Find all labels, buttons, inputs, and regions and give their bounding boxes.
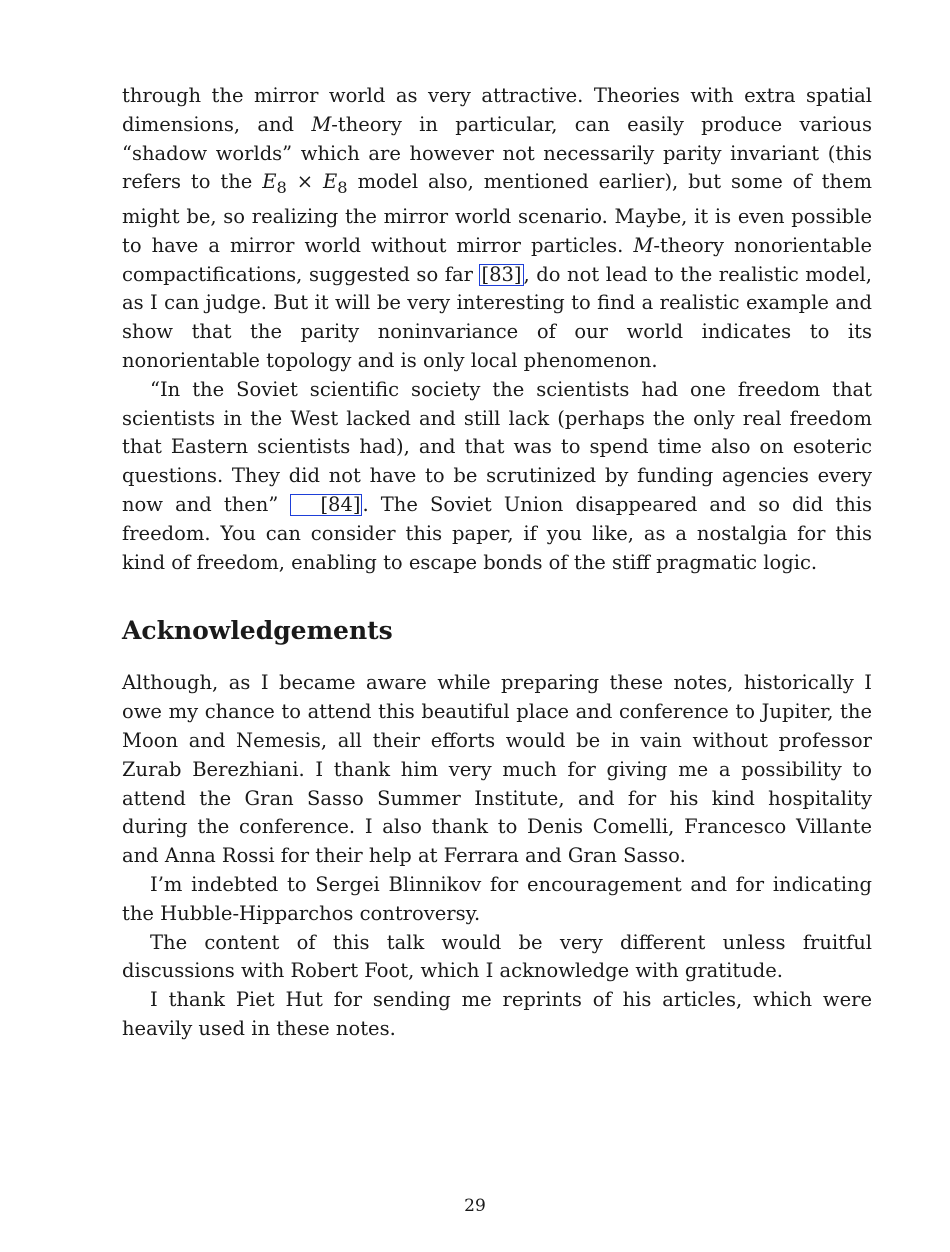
paragraph-ack-3: The content of this talk would be very different unless fruitful discussions with Robert Foot, which I acknowledge with gratitude. <box>122 930 872 983</box>
paragraph-ack-1: Although, as I became aware while preparing these notes, historically I owe my chance to attend this beautiful place and conference to Jupiter, the Moon and Nemesis, all their efforts would be in vain without professor Zurab Berezhiani. I thank him very much for giving me a possibility to attend the Gran Sasso Summer Institute, and for his kind hospitality during the conference. I also thank to Denis Comelli, Francesco Villante and Anna Rossi for their help at Ferrara and Gran Sasso. <box>122 671 872 868</box>
paragraph-ack-2: I’m indebted to Sergei Blinnikov for encouragement and for indicating the Hubble-Hipparchos controversy. <box>122 873 872 925</box>
math-m: M <box>633 233 654 257</box>
paragraph-soviet-freedom: “In the Soviet scientific society the scientists had one freedom that scientists in the West lacked and still lack (perhaps the only real freedom that Eastern scientists had), and that was to spend time also on esoteric questions. They did not have to be scrutinized by funding agencies every now and then” [84] . The Soviet Union disappeared and so did this freedom. You can consider this paper, if you like, as a nostalgia for this kind of freedom, enabling to escape bonds of the stiff pragmatic logic. <box>122 377 872 574</box>
math-m: M <box>311 112 332 136</box>
main-text <box>122 82 872 1044</box>
paragraph-mirror-world: through the mirror world as very attractive. Theories with extra spatial dimensions, and M-theory in particular, can easily produce various “shadow worlds” which are however not necessarily parity invariant (this refers to the $E_8 \times E_8$ model also, mentioned earlier), but some of them might be, so realizing the mirror world scenario. Maybe, it is even possible to have a mirror world without mirror particles. M-theory nonorientable compactifications, suggested so far [83] , do not lead to the realistic model, as I can judge. But it will be very interesting to find a realistic example and show that the parity noninvariance of our world indicates to its nonorientable topology and is only local phenomenon. <box>122 84 873 373</box>
section-title-acknowledgements: Acknowledgements <box>122 616 393 646</box>
citation-link-84[interactable]: [84] <box>290 494 362 516</box>
citation-link-83[interactable]: [83] <box>481 262 522 286</box>
page-number: 29 <box>464 1196 486 1216</box>
math-e8: E <box>323 170 338 194</box>
paragraph-ack-4: I thank Piet Hut for sending me reprints of his articles, which were heavily used in these notes. <box>122 988 872 1040</box>
math-e8: E <box>262 170 277 194</box>
